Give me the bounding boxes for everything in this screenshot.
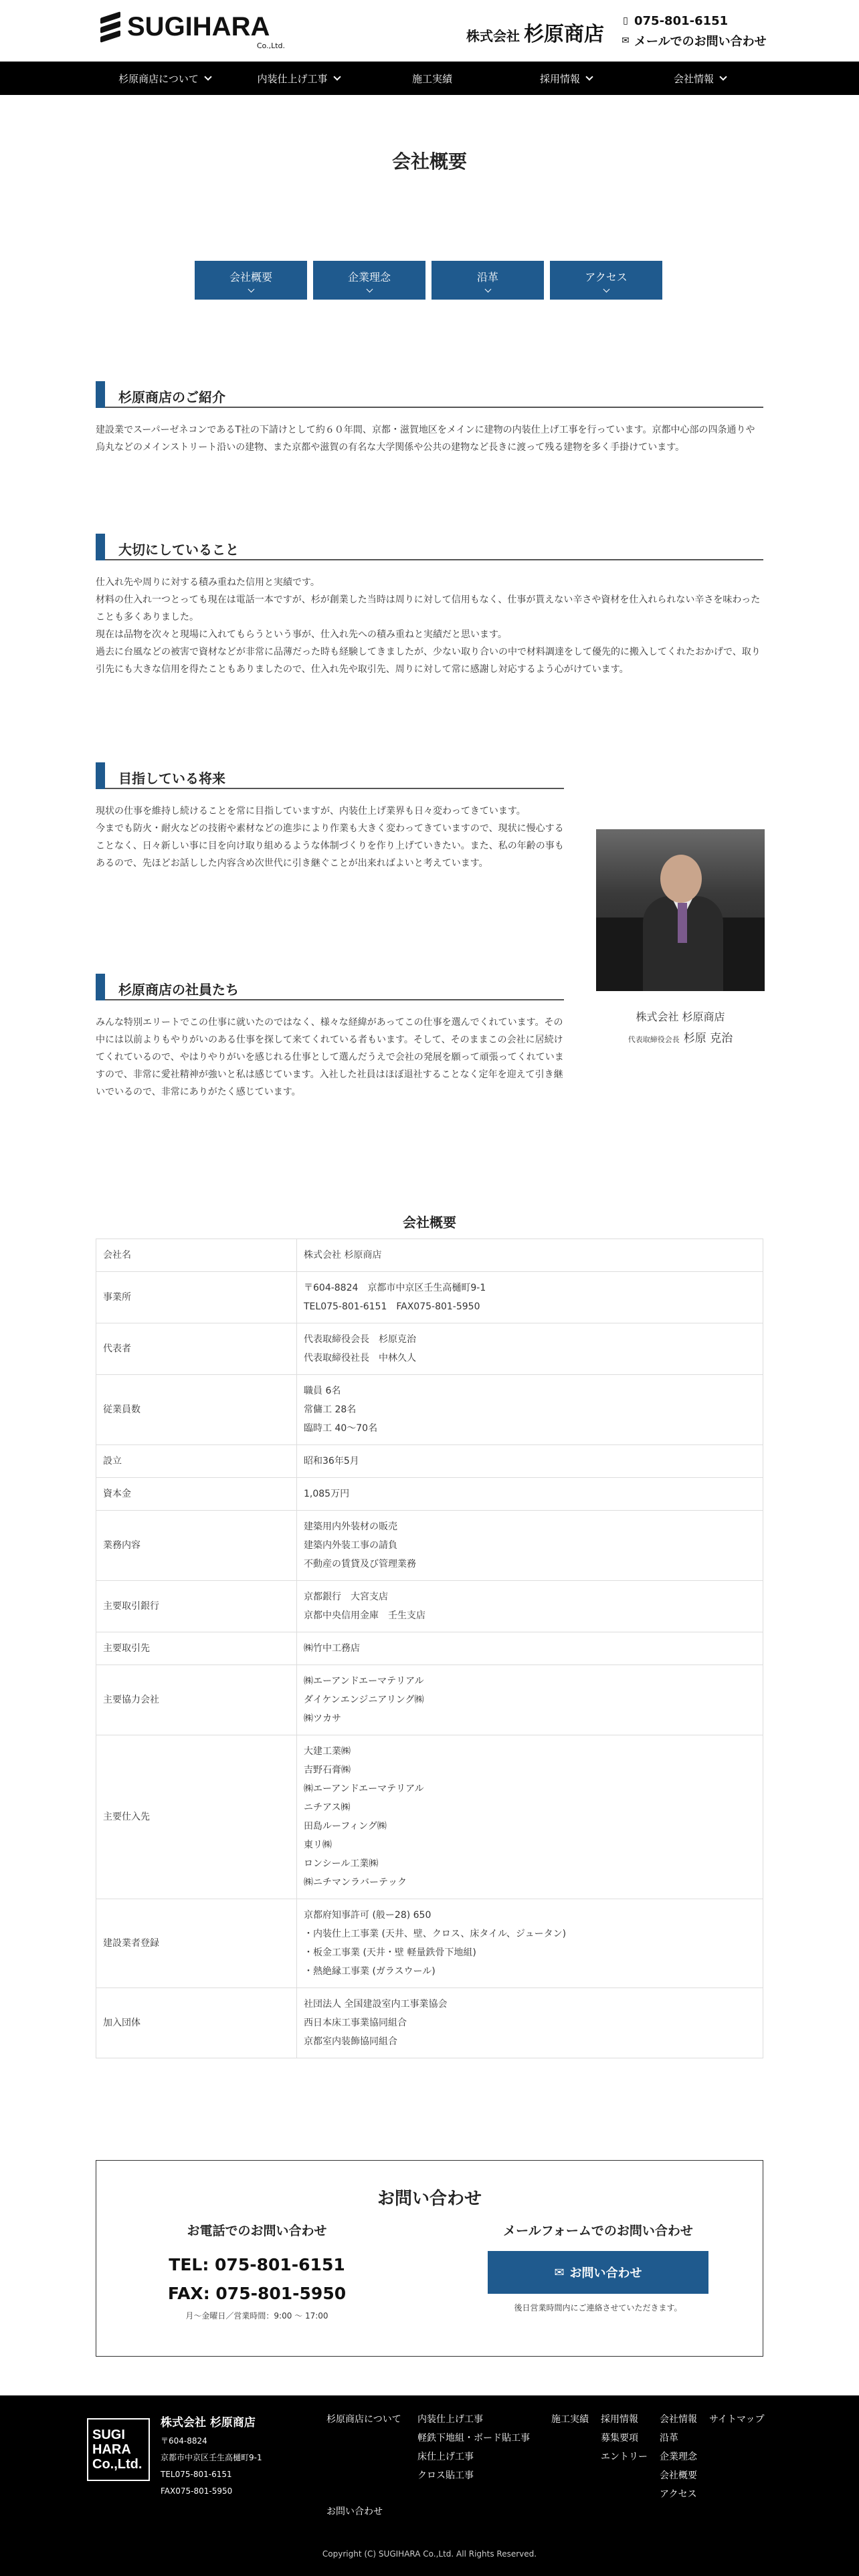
contact-tel[interactable]: TEL: 075-801-6151 <box>169 2255 345 2274</box>
table-value-line: 田島ルーフィング㈱ <box>304 1821 387 1832</box>
section-title: 杉原商店のご紹介 <box>118 389 225 405</box>
footer-link[interactable]: サイトマップ <box>709 2414 765 2425</box>
phone-icon: ▯ <box>623 15 628 26</box>
nav-label: 採用情報 <box>539 72 580 85</box>
president-photo <box>596 829 765 991</box>
footer-col-contact <box>326 2502 383 2521</box>
table-value-line: 〒604-8824 京都市中京区壬生高樋町9-1 <box>304 1283 486 1293</box>
footer-col-works <box>551 2410 589 2429</box>
section-paragraph: 今までも防火・耐火などの技術や素材などの進歩により作業も大きく変わってきていますので、現状に慢心することなく、日々新しい事に目を向け取り組めるような体制づくりを作り上げていきたい。また、私の年齢の事もあるので、先ほどお話しした内容含め次世代に引き継ぐことが出来ればよいと考えています。 <box>96 823 564 869</box>
footer-address <box>161 2433 262 2500</box>
president-caption <box>596 1029 765 1045</box>
chevron-down-icon <box>585 73 593 80</box>
table-value-line: 常傭工 28名 <box>304 1404 357 1415</box>
company-name: 杉原商店 <box>524 23 604 46</box>
table-key-cell: 会社名 <box>96 1239 297 1272</box>
table-value-line: 1,085万円 <box>304 1489 350 1499</box>
nav-item-works[interactable] <box>365 62 499 95</box>
section-paragraph: 現在は品物を次々と現場に入れてもらうという事が、仕入れ先への積み重ねと実績だと思います。 <box>96 629 507 640</box>
table-value-line: ㈱ニチマンラバーテック <box>304 1877 407 1888</box>
header-contact <box>621 11 767 51</box>
section-paragraph: 仕入れ先や周りに対する積み重ねた信用と実績です。 <box>96 577 320 588</box>
table-key-cell: 主要仕入先 <box>96 1735 297 1899</box>
footer-link[interactable]: クロス貼工事 <box>417 2470 474 2481</box>
table-key-cell: 加入団体 <box>96 1988 297 2058</box>
footer-link[interactable]: 会社概要 <box>660 2470 697 2481</box>
table-key-cell: 従業員数 <box>96 1375 297 1445</box>
section-future <box>96 762 564 872</box>
nav-item-interior[interactable] <box>231 62 365 95</box>
table-value-line: 東リ㈱ <box>304 1840 332 1850</box>
table-value-cell <box>297 1478 763 1511</box>
subnav-access-button[interactable] <box>550 261 662 300</box>
table-value-line: 大建工業㈱ <box>304 1746 351 1757</box>
chevron-down-icon <box>719 73 727 80</box>
header-company-name <box>466 17 604 47</box>
table-row <box>96 1323 763 1375</box>
header-phone[interactable] <box>621 11 767 31</box>
subnav-history-button[interactable] <box>432 261 544 300</box>
chevron-down-icon <box>248 286 254 293</box>
logo-text: SUGIHARA <box>127 12 270 41</box>
table-value-line: ㈱エーアンドエーマテリアル <box>304 1784 424 1794</box>
footer-link[interactable]: 杉原商店について <box>326 2414 401 2425</box>
footer-col-company <box>660 2410 697 2504</box>
footer-link[interactable]: 内装仕上げ工事 <box>417 2414 483 2425</box>
table-value-line: ロンシール工業㈱ <box>304 1858 379 1869</box>
section-body <box>96 421 763 456</box>
table-value-cell <box>297 1581 763 1632</box>
company-table-title: 会社概要 <box>403 1214 456 1230</box>
table-value-line: 臨時工 40〜70名 <box>304 1423 378 1434</box>
section-heading <box>96 534 763 560</box>
table-value-cell <box>297 1323 763 1375</box>
table-value-line: 不動産の賃貸及び管理業務 <box>304 1559 416 1570</box>
contact-fax: FAX: 075-801-5950 <box>167 2284 347 2303</box>
president-role: 代表取締役会長 <box>628 1035 680 1044</box>
table-key-cell: 設立 <box>96 1445 297 1478</box>
table-value-line: 代表取締役会長 杉原克治 <box>304 1334 416 1345</box>
table-value-line: 京都銀行 大宮支店 <box>304 1592 388 1602</box>
footer-company: 株式会社 杉原商店 <box>161 2416 256 2430</box>
footer-link[interactable]: 沿革 <box>660 2433 678 2444</box>
logo-subtext: Co.,Ltd. <box>256 41 285 50</box>
heading-accent-bar <box>96 534 105 560</box>
table-value-cell <box>297 1988 763 2058</box>
global-nav <box>0 62 859 95</box>
mail-icon: ✉ <box>622 35 630 46</box>
nav-label: 杉原商店について <box>118 72 199 85</box>
table-value-line: 代表取締役社長 中林久人 <box>304 1353 416 1364</box>
footer-link[interactable]: 施工実績 <box>551 2414 589 2425</box>
subnav-philosophy-button[interactable] <box>313 261 425 300</box>
table-key-cell: 資本金 <box>96 1478 297 1511</box>
footer-col-sitemap <box>709 2410 764 2429</box>
table-key-cell: 主要取引先 <box>96 1632 297 1665</box>
section-paragraph: 建設業でスーパーゼネコンであるT社の下請けとして約６０年間、京都・滋賀地区をメインに建物の内装仕上げ工事を行っています。京都中心部の四条通りや烏丸などのメインストリート沿いの建物、また京都や滋賀の有名な大学関係や公共の建物など長きに渡って残る建物を多く手掛けています。 <box>96 425 755 453</box>
header-mail-link[interactable] <box>621 31 767 51</box>
section-employees <box>96 974 564 1101</box>
footer-logo-line: HARA <box>92 2442 131 2457</box>
heading-accent-bar <box>96 381 105 408</box>
table-row <box>96 1445 763 1478</box>
table-value-line: 京都中央信用金庫 壬生支店 <box>304 1610 425 1621</box>
contact-hours: 月〜金曜日／営業時間：9:00 〜 17:00 <box>185 2311 328 2321</box>
section-paragraph: 材料の仕入れ一つとっても現在は電話一本ですが、杉が創業した当時は周りに対して信用もなく、仕事が貰えない辛さや資材を仕入れられない辛さを味わったことも多くありました。 <box>96 595 761 623</box>
table-value-line: 職員 6名 <box>304 1386 341 1396</box>
contact-phone-heading: お電話でのお問い合わせ <box>187 2224 327 2238</box>
footer-link[interactable]: 会社情報 <box>660 2414 697 2425</box>
footer-address-line: 京都市中京区壬生高樋町9-1 <box>161 2453 262 2462</box>
nav-item-company[interactable] <box>633 62 767 95</box>
site-footer <box>0 2395 859 2576</box>
site-logo[interactable] <box>98 12 285 49</box>
contact-phone-block <box>123 2221 391 2321</box>
table-value-cell <box>297 1899 763 1988</box>
table-value-line: ㈱エーアンドエーマテリアル <box>304 1676 424 1687</box>
table-row <box>96 1988 763 2058</box>
section-title: 杉原商店の社員たち <box>118 982 239 998</box>
logo-s-mark-icon <box>98 12 123 44</box>
heading-accent-bar <box>96 762 105 789</box>
footer-link[interactable]: お問い合わせ <box>326 2506 383 2517</box>
section-values <box>96 534 763 678</box>
table-value-line: ・板金工事業 (天井・壁 軽量鉄骨下地組) <box>304 1947 476 1958</box>
nav-label: 施工実績 <box>411 72 452 85</box>
footer-copyright: Copyright (C) SUGIHARA Co.,Ltd. All Rights Reserved. <box>322 2549 537 2559</box>
table-row <box>96 1665 763 1735</box>
footer-link[interactable]: アクセス <box>660 2489 697 2500</box>
section-heading <box>96 381 763 408</box>
president-company: 株式会社 杉原商店 <box>636 1010 725 1023</box>
anchor-subnav <box>195 261 662 300</box>
footer-link[interactable]: 企業理念 <box>660 2452 697 2462</box>
table-value-line: 建築用内外装材の販売 <box>304 1521 397 1532</box>
section-body <box>96 574 763 678</box>
table-key-cell: 主要取引銀行 <box>96 1581 297 1632</box>
company-info-table <box>96 1239 763 2058</box>
contact-title: お問い合わせ <box>377 2189 482 2209</box>
table-value-line: 昭和36年5月 <box>304 1456 359 1467</box>
nav-item-about[interactable] <box>98 62 231 95</box>
subnav-label: 企業理念 <box>347 271 391 284</box>
president-name: 杉原 克治 <box>683 1032 733 1045</box>
table-value-line: ニチアス㈱ <box>304 1802 351 1813</box>
chevron-down-icon <box>603 286 609 293</box>
table-value-cell <box>297 1735 763 1899</box>
table-value-line: 株式会社 杉原商店 <box>304 1250 382 1261</box>
table-value-cell <box>297 1272 763 1323</box>
table-value-cell <box>297 1665 763 1735</box>
footer-link[interactable]: エントリー <box>601 2452 648 2462</box>
section-paragraph: みんな特別エリートでこの仕事に就いたのではなく、様々な経緯があってこの仕事を選んでくれています。その中には以前よりもやりがいのある仕事を探して来てくれている者もいます。そして、そのままこの会社に居続けてくれているので、やはりやりがいを感じれる仕事として選んだうえで会社の発展を願って頑張ってくれていますので、非常に愛社精神が強いと私は感じています。入社した社員はほぼ退社することなく定年を迎えて引き継いでいるので、非常にありがたく感じています。 <box>96 1017 564 1097</box>
footer-col-recruit <box>601 2410 648 2466</box>
page-title: 会社概要 <box>391 150 467 173</box>
footer-address-line: 〒604-8824 <box>161 2436 207 2446</box>
table-value-line: 西日本床工事業協同組合 <box>304 2018 407 2028</box>
section-title: 大切にしていること <box>118 542 239 558</box>
subnav-overview-button[interactable] <box>195 261 307 300</box>
table-value-line: ㈱ツカサ <box>304 1713 341 1724</box>
footer-logo[interactable] <box>87 2418 150 2481</box>
contact-mail-note: 後日営業時間内にご連絡させていただきます。 <box>514 2303 682 2313</box>
section-body <box>96 802 564 872</box>
section-body <box>96 1014 564 1101</box>
table-row <box>96 1272 763 1323</box>
table-value-cell <box>297 1632 763 1665</box>
chevron-down-icon <box>333 73 341 80</box>
table-row <box>96 1511 763 1581</box>
table-value-line: 京都府知事許可 (般ー28) 650 <box>304 1910 432 1921</box>
table-row <box>96 1581 763 1632</box>
table-value-line: 建築内外装工事の請負 <box>304 1540 397 1551</box>
company-prefix: 株式会社 <box>466 28 520 44</box>
table-key-cell: 事業所 <box>96 1272 297 1323</box>
footer-col-interior <box>417 2410 530 2485</box>
footer-logo-line: SUGI <box>92 2428 125 2442</box>
table-value-cell <box>297 1375 763 1445</box>
contact-mail-button-label: お問い合わせ <box>569 2266 642 2280</box>
table-row <box>96 1375 763 1445</box>
table-key-cell: 業務内容 <box>96 1511 297 1581</box>
footer-logo-line: Co.,Ltd. <box>92 2457 142 2472</box>
footer-link[interactable]: 床仕上げ工事 <box>417 2452 474 2462</box>
subnav-label: 沿革 <box>476 271 498 284</box>
chevron-down-icon <box>366 286 373 293</box>
mail-icon: ✉ <box>554 2265 565 2280</box>
header-phone-number: 075-801-6151 <box>634 13 729 28</box>
contact-box <box>96 2160 763 2357</box>
table-row <box>96 1632 763 1665</box>
table-key-cell: 主要協力会社 <box>96 1665 297 1735</box>
footer-col-about <box>326 2410 401 2429</box>
section-title: 目指している将来 <box>118 770 225 786</box>
subnav-label: 会社概要 <box>229 271 272 284</box>
section-heading <box>96 974 564 1000</box>
chevron-down-icon <box>484 286 491 293</box>
footer-link[interactable]: 募集要項 <box>601 2433 638 2444</box>
table-value-cell <box>297 1511 763 1581</box>
subnav-label: アクセス <box>585 271 628 284</box>
heading-accent-bar <box>96 974 105 1000</box>
table-value-line: 社団法人 全国建設室内工事業協会 <box>304 1999 448 2010</box>
table-value-line: ・内装仕上工事業 (天井、壁、クロス、床タイル、ジュータン) <box>304 1929 567 1939</box>
section-heading <box>96 762 564 789</box>
section-paragraph: 現状の仕事を維持し続けることを常に目指していますが、内装仕上げ業界も日々変わってきています。 <box>96 806 526 817</box>
nav-label: 内装仕上げ工事 <box>257 72 328 85</box>
table-value-cell <box>297 1445 763 1478</box>
header-mail-label: メールでのお問い合わせ <box>634 35 767 49</box>
table-value-line: TEL075-801-6151 FAX075-801-5950 <box>304 1301 480 1312</box>
contact-mail-heading: メールフォームでのお問い合わせ <box>503 2224 693 2238</box>
footer-link[interactable]: 軽鉄下地組・ボード貼工事 <box>417 2433 530 2444</box>
footer-link[interactable]: 採用情報 <box>601 2414 638 2425</box>
table-row <box>96 1478 763 1511</box>
table-key-cell: 建設業者登録 <box>96 1899 297 1988</box>
section-introduction <box>96 381 763 456</box>
contact-mail-block <box>464 2221 732 2313</box>
contact-mail-button[interactable] <box>488 2251 708 2294</box>
nav-label: 会社情報 <box>673 72 714 85</box>
table-row <box>96 1735 763 1899</box>
chevron-down-icon <box>204 73 211 80</box>
footer-address-line: FAX075-801-5950 <box>161 2486 233 2496</box>
footer-address-line: TEL075-801-6151 <box>161 2470 232 2479</box>
table-key-cell: 代表者 <box>96 1323 297 1375</box>
table-value-line: ダイケンエンジニアリング㈱ <box>304 1695 424 1705</box>
table-value-line: ・熱絶縁工事業 (ガラスウール) <box>304 1966 436 1977</box>
table-row <box>96 1239 763 1272</box>
table-value-line: 吉野石膏㈱ <box>304 1765 351 1776</box>
table-value-line: 京都室内装飾協同組合 <box>304 2036 397 2047</box>
table-value-cell <box>297 1239 763 1272</box>
table-row <box>96 1899 763 1988</box>
nav-item-recruit[interactable] <box>499 62 633 95</box>
site-header <box>0 0 859 62</box>
table-value-line: ㈱竹中工務店 <box>304 1643 360 1654</box>
section-paragraph: 過去に台風などの被害で資材などが非常に品薄だった時も経験してきましたが、少ない取り合いの中で材料調達をして優先的に搬入してくれたおかげで、取り引先にも大きな信用を得たこともありましたので、仕入れ先や取引先、周りに対して常に感謝し対応するよう心がけています。 <box>96 647 761 675</box>
